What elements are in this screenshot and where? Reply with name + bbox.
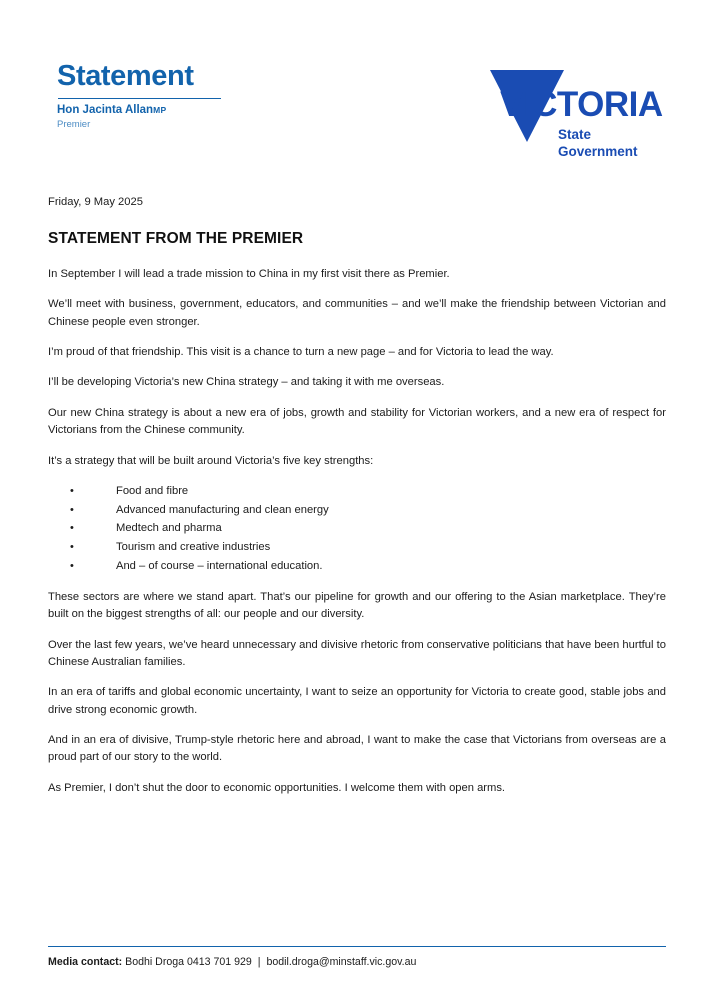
document-date: Friday, 9 May 2025 [48,196,143,208]
masthead-title: Statement [57,60,194,92]
list-item-label: Tourism and creative industries [116,541,271,554]
masthead-role: Premier [57,119,91,131]
paragraph: Our new China strategy is about a new era of jobs, growth and stability for Victorian workers, and a new era of respect for Victorians from the Chinese community. [48,406,666,437]
document-header [0,52,710,162]
bullet-icon: • [70,522,74,535]
svg-text:Government: Government [558,144,638,159]
victoria-state-government-logo [478,64,668,199]
list-item-label: Food and fibre [116,484,189,497]
svg-text:State: State [558,127,592,142]
paragraph: In an era of tariffs and global economic uncertainty, I want to seize an opportunity for Victoria to create good, stable jobs and drive strong economic growth. [48,686,666,716]
list-item-label: Advanced manufacturing and clean energy [116,503,329,516]
bullet-icon: • [70,484,74,497]
media-contact-email[interactable]: bodil.droga@minstaff.vic.gov.au [266,956,417,968]
bullet-icon: • [70,560,74,573]
masthead [57,62,221,130]
paragraph: Over the last few years, we’ve heard unnecessary and divisive rhetoric from conservative politicians that have been hurtful to Chinese Australian families. [48,638,666,668]
key-strengths-list [48,483,666,575]
document-footer [48,946,666,968]
paragraph: I’m proud of that friendship. This visit is a chance to turn a new page – and for Victoria to lead the way. [48,346,554,359]
list-item-label: And – of course – international education. [116,560,323,573]
minister-name-suffix: MP [153,105,167,115]
media-contact-label: Media contact: [48,956,123,968]
list-item [48,558,666,575]
minister-name-text: Hon Jacinta Allan [57,104,154,116]
paragraph: It’s a strategy that will be built around Victoria’s five key strengths: [48,454,374,467]
list-item [48,520,666,537]
paragraph: I’ll be developing Victoria’s new China strategy – and taking it with me overseas. [48,376,445,389]
page-title: STATEMENT FROM THE PREMIER [48,230,304,247]
media-contact [48,956,666,968]
paragraph: In September I will lead a trade mission to China in my first visit there as Premier. [48,268,450,280]
footer-divider [48,946,666,947]
bullet-icon: • [70,541,74,554]
masthead-divider [58,98,221,99]
paragraph: As Premier, I don’t shut the door to economic opportunities. I welcome them with open arms. [48,781,506,794]
list-item [48,483,666,500]
document-body [48,196,666,810]
list-item [48,539,666,556]
paragraph: And in an era of divisive, Trump-style rhetoric here and abroad, I want to make the case that Victorians from overseas are a proud part of our story to the world. [48,734,666,764]
paragraph: These sectors are where we stand apart. That’s our pipeline for growth and our offering to the Asian marketplace. They’re built on the biggest strengths of all: our people and our diversity. [48,590,666,621]
svg-text:VICTORIA: VICTORIA [500,85,663,124]
footer-separator: | [257,956,261,968]
list-item-label: Medtech and pharma [116,522,222,535]
media-contact-name: Bodhi Droga 0413 701 929 [125,956,252,968]
paragraph: We’ll meet with business, government, educators, and communities – and we’ll make the friendship between Victorian and Chinese people even stronger. [48,298,666,328]
list-item [48,502,666,519]
bullet-icon: • [70,503,74,516]
masthead-minister-name [57,103,221,117]
